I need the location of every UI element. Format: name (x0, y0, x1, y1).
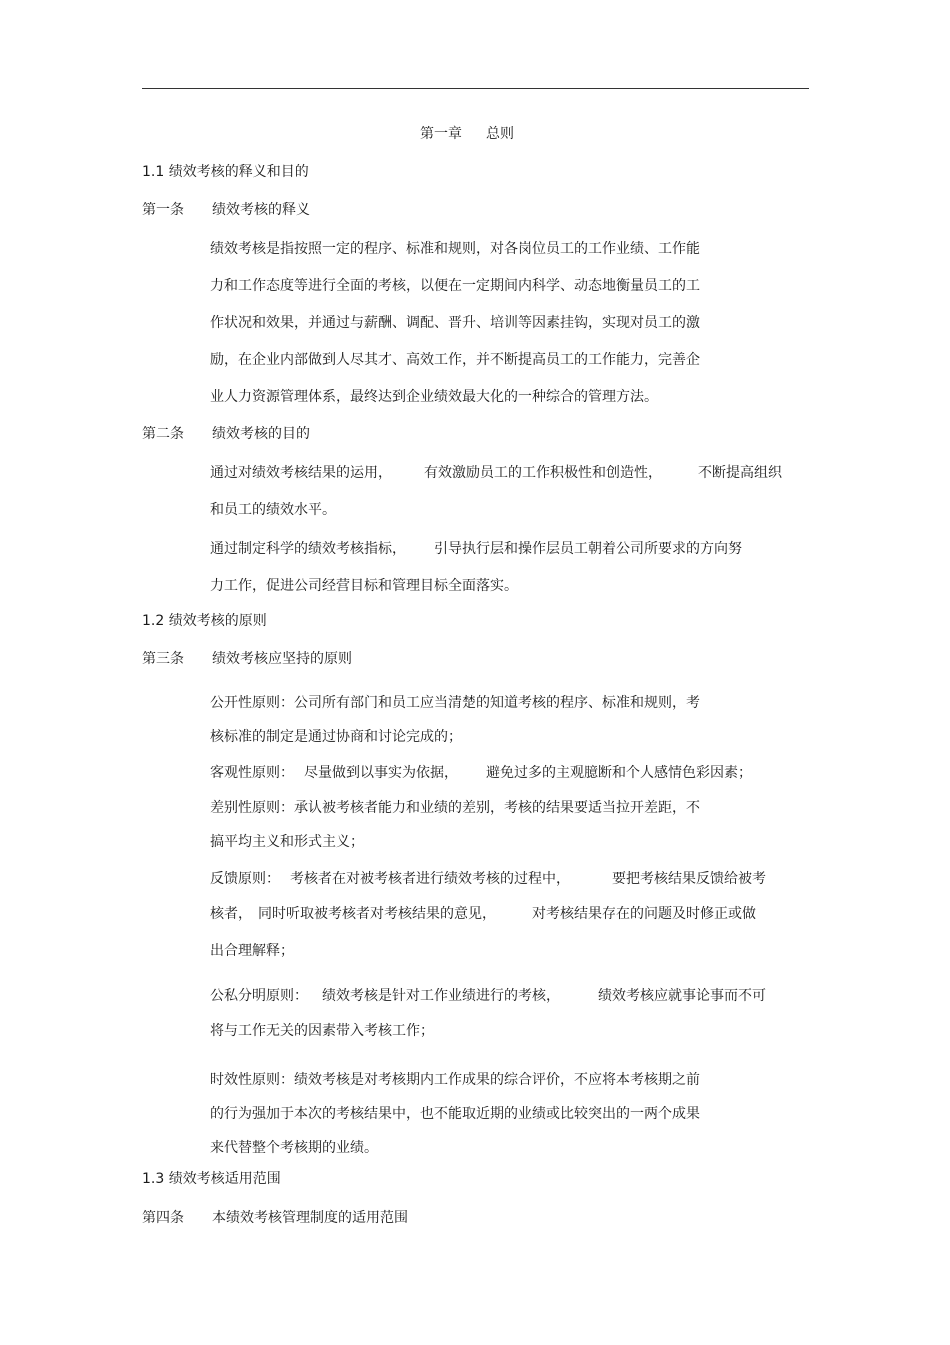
chapter-heading: 第一章 总则 (420, 126, 514, 142)
section-1-2-heading: 1.2 绩效考核的原则 (142, 613, 267, 629)
principle-openness-line: 公开性原则：公司所有部门和员工应当清楚的知道考核的程序、标准和规则，考 (210, 695, 700, 711)
article-1-heading: 第一条 绩效考核的释义 (142, 202, 310, 218)
section-1-3-heading: 1.3 绩效考核适用范围 (142, 1171, 281, 1187)
principle-timeliness-line: 来代替整个考核期的业绩。 (210, 1140, 378, 1156)
article-2-para-2-line: 力工作，促进公司经营目标和管理目标全面落实。 (210, 578, 518, 594)
principle-timeliness-line: 的行为强加于本次的考核结果中，也不能取近期的业绩或比较突出的一两个成果 (210, 1106, 700, 1122)
article-2-para-1-line: 和员工的绩效水平。 (210, 502, 336, 518)
principle-feedback-line: 反馈原则： 考核者在对被考核者进行绩效考核的过程中， 要把考核结果反馈给被考 (210, 871, 766, 887)
principle-difference-line: 搞平均主义和形式主义； (210, 834, 364, 850)
article-2-para-2-line: 通过制定科学的绩效考核指标， 引导执行层和操作层员工朝着公司所要求的方向努 (210, 541, 742, 557)
article-1-body-line: 业人力资源管理体系，最终达到企业绩效最大化的一种综合的管理方法。 (210, 389, 658, 405)
article-2-heading: 第二条 绩效考核的目的 (142, 426, 310, 442)
header-rule (142, 88, 809, 89)
article-2-para-1-line: 通过对绩效考核结果的运用， 有效激励员工的工作积极性和创造性， 不断提高组织 (210, 465, 782, 481)
article-1-body-line: 励，在企业内部做到人尽其才、高效工作，并不断提高员工的工作能力，完善企 (210, 352, 700, 368)
article-1-body-line: 力和工作态度等进行全面的考核，以便在一定期间内科学、动态地衡量员工的工 (210, 278, 700, 294)
article-1-body-line: 作状况和效果，并通过与薪酬、调配、晋升、培训等因素挂钩，实现对员工的激 (210, 315, 700, 331)
principle-feedback-line: 出合理解释； (210, 943, 294, 959)
principle-fairness-line: 将与工作无关的因素带入考核工作； (210, 1023, 434, 1039)
article-1-body-line: 绩效考核是指按照一定的程序、标准和规则，对各岗位员工的工作业绩、工作能 (210, 241, 700, 257)
section-1-1-heading: 1.1 绩效考核的释义和目的 (142, 164, 309, 180)
article-3-heading: 第三条 绩效考核应坚持的原则 (142, 651, 352, 667)
principle-feedback-line: 核者， 同时听取被考核者对考核结果的意见， 对考核结果存在的问题及时修正或做 (210, 906, 756, 922)
principle-fairness-line: 公私分明原则： 绩效考核是针对工作业绩进行的考核， 绩效考核应就事论事而不可 (210, 988, 766, 1004)
principle-difference-line: 差别性原则：承认被考核者能力和业绩的差别，考核的结果要适当拉开差距，不 (210, 800, 700, 816)
principle-objectivity-line: 客观性原则： 尽量做到以事实为依据， 避免过多的主观臆断和个人感情色彩因素； (210, 765, 752, 781)
article-4-heading: 第四条 本绩效考核管理制度的适用范围 (142, 1210, 408, 1226)
principle-openness-line: 核标准的制定是通过协商和讨论完成的； (210, 729, 462, 745)
principle-timeliness-line: 时效性原则：绩效考核是对考核期内工作成果的综合评价，不应将本考核期之前 (210, 1072, 700, 1088)
